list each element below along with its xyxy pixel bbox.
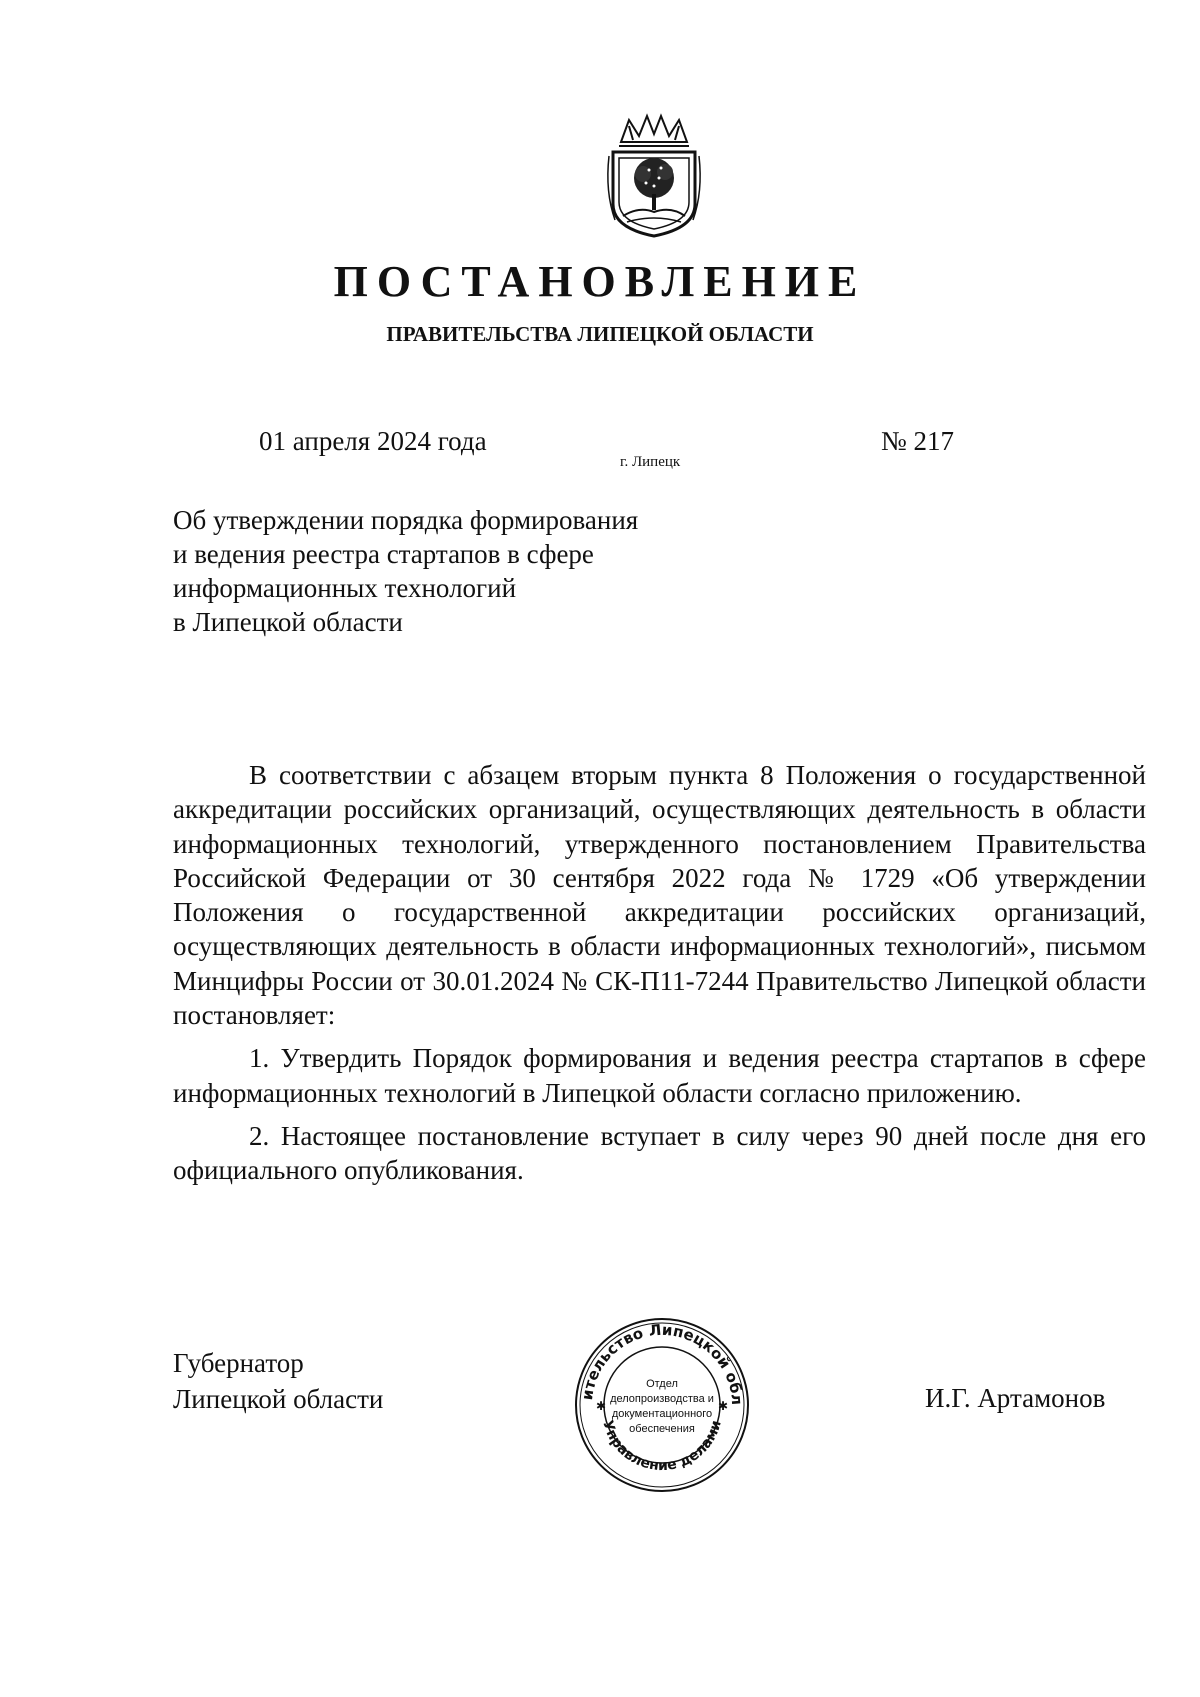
stamp-ring-bottom: Управление делами [599,1418,725,1475]
document-body [173,758,1146,1197]
subject-line: в Липецкой области [173,607,403,637]
signatory-position-line: Губернатор [173,1348,304,1378]
subject-line: информационных технологий [173,573,517,603]
stamp-center-line: делопроизводства и [610,1393,714,1405]
svg-text:Правительство Липецкой области [572,1315,746,1406]
body-paragraph-item-1: 1. Утвердить Порядок формирования и ведения реестра стартапов в сфере информационных технологий в Липецкой области согласно приложению. [173,1043,1146,1108]
stamp-center-line: документационного [611,1408,713,1420]
subject-line: Об утверждении порядка формирования [173,505,639,535]
signatory-name: И.Г. Артамонов [925,1383,1106,1413]
stamp-center-line: обеспечения [629,1423,695,1435]
document-date: 01 апреля 2024 года [259,426,487,456]
signatory-position [173,1345,383,1417]
body-paragraph-preamble: В соответствии с абзацем вторым пункта 8 Положения о государственной аккредитации российских организаций, осуществляющих деятельность в области информационных технологий, утвержденного постановлением Правительства Российской Федерации от 30 сентября 2022 года № 1729 «Об утверждении Положения о государственной аккредитации российских организаций, осуществляющих деятельность в области информационных технологий», письмом Минцифры России от 30.01.2024 № СК-П11-7244 Правительство Липецкой области постановляет: [173,760,1146,1031]
signatory-position-line: Липецкой области [173,1384,384,1414]
coat-of-arms-icon [599,112,709,242]
subject-line: и ведения реестра стартапов в сфере [173,539,594,569]
document-subject [173,503,693,639]
stamp-star-icon: ✱ [718,1399,729,1413]
issuing-authority: ПРАВИТЕЛЬСТВА ЛИПЕЦКОЙ ОБЛАСТИ [386,322,814,346]
stamp-star-icon: ✱ [596,1399,607,1413]
document-number: № 217 [881,426,955,456]
document-title: ПОСТАНОВЛЕНИЕ [333,257,867,306]
stamp-ring-top: ительство Липецкой обл [578,1320,747,1406]
body-paragraph-item-2: 2. Настоящее постановление вступает в силу через 90 дней после дня его официального опубликования. [173,1120,1146,1186]
stamp-center-line: Отдел [646,1378,678,1390]
official-stamp [572,1315,752,1495]
document-city: г. Липецк [620,454,681,470]
